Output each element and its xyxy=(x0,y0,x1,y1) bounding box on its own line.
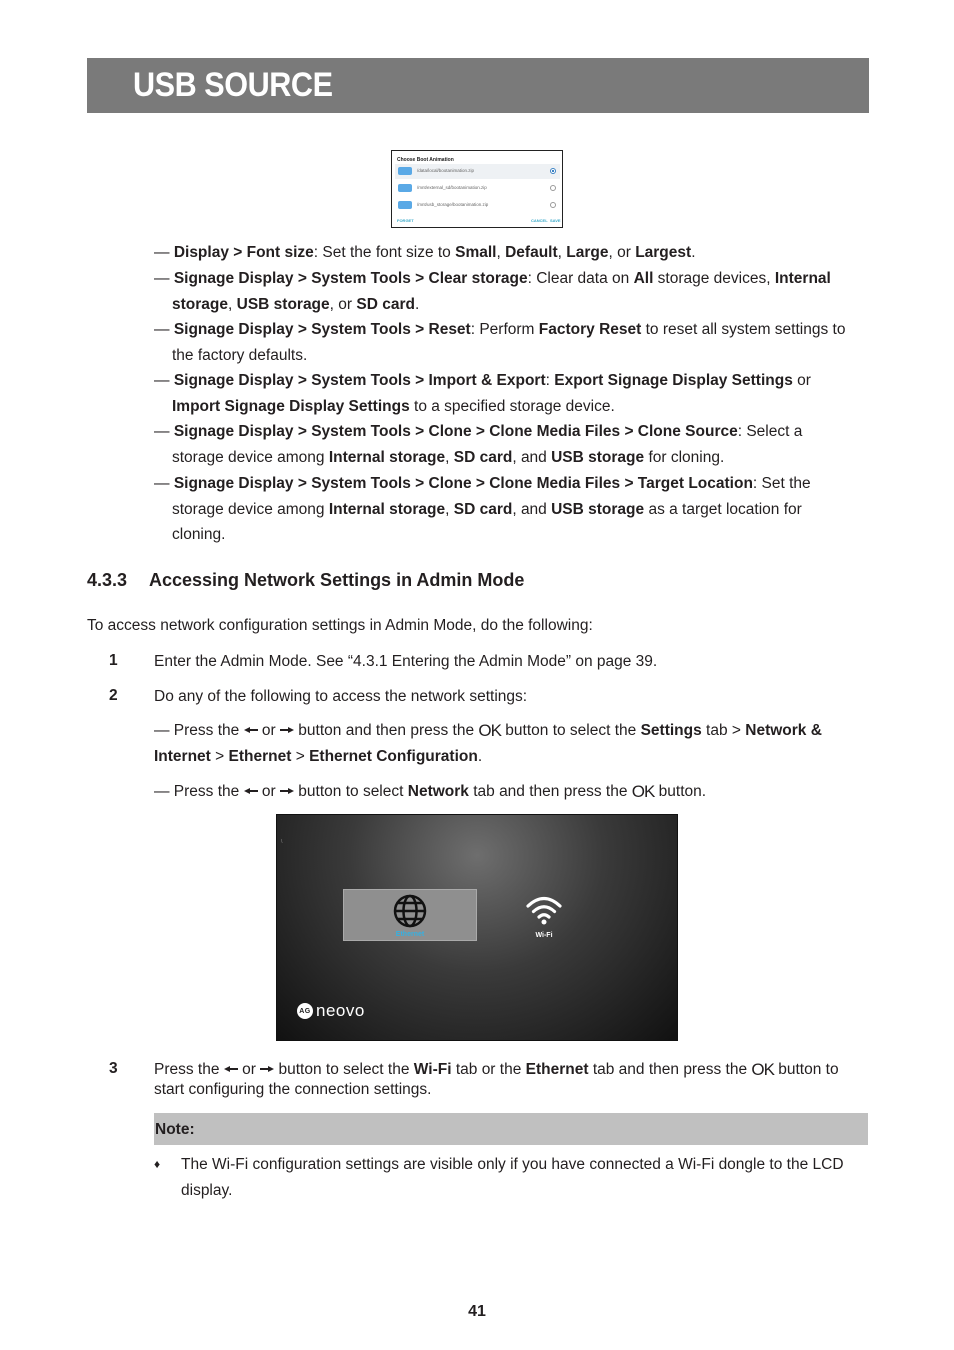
dialog-row-path: /mnt/usb_storage/bootanimation.zip xyxy=(417,202,489,207)
left-arrow-icon xyxy=(224,1065,238,1073)
header-bar xyxy=(87,58,869,113)
bullet-clone-source: — Signage Display > System Tools > Clone > Clone Media Files > Clone Source: Select a storage device among Internal storage, SD card, and USB storage for cloning. xyxy=(154,423,803,466)
section-number: 4.3.3 xyxy=(87,570,128,590)
right-arrow-icon xyxy=(280,787,294,795)
section-heading xyxy=(87,570,524,591)
wifi-icon xyxy=(525,893,563,927)
bullet-clear-storage: — Signage Display > System Tools > Clear storage: Clear data on All storage devices, Internal storage, USB storage, or SD card. xyxy=(154,270,831,313)
dialog-row[interactable] xyxy=(395,181,560,196)
neovo-logo xyxy=(297,1001,365,1021)
dialog-title: Choose Boot Animation xyxy=(397,157,454,163)
radio-icon[interactable] xyxy=(550,185,556,191)
globe-icon xyxy=(393,894,427,928)
corner-mark: \ xyxy=(281,839,283,845)
left-arrow-icon xyxy=(244,787,258,795)
page-number: 41 xyxy=(468,1303,486,1320)
tab-label: Ethernet xyxy=(395,931,425,938)
note-item: ♦ The Wi-Fi configuration settings are visible only if you have connected a Wi-Fi dongle to the LCD display. xyxy=(154,1152,870,1203)
note-bar xyxy=(154,1113,868,1145)
ok-button-icon: OK xyxy=(631,782,655,801)
bullet-reset: — Signage Display > System Tools > Reset: Perform Factory Reset to reset all system settings to the factory defaults. xyxy=(154,321,846,364)
forget-button[interactable]: FORGET xyxy=(397,218,414,223)
right-arrow-icon xyxy=(280,726,294,734)
dialog-row[interactable] xyxy=(395,164,560,179)
tab-ethernet[interactable] xyxy=(343,889,477,941)
logo-badge: AG xyxy=(297,1003,313,1019)
tab-label: Wi-Fi xyxy=(535,932,553,939)
usb-icon xyxy=(398,201,412,209)
dialog-row-path: /mnt/external_sd/bootanimation.zip xyxy=(417,185,487,190)
right-arrow-icon xyxy=(260,1065,274,1073)
diamond-bullet-icon: ♦ xyxy=(154,1157,161,1171)
ok-button-icon: OK xyxy=(478,721,501,740)
sub-step-settings: — Press the or button and then press the OK button to select the Settings tab > Network & Internet > Ethernet > Ethernet Configuration. xyxy=(154,721,822,765)
dialog-row-path: /data/local/bootanimation.zip xyxy=(417,168,475,173)
bullet-import-export: — Signage Display > System Tools > Import & Export: Export Signage Display Settings or Import Signage Display Settings to a specified storage device. xyxy=(154,372,811,415)
sd-card-icon xyxy=(398,184,412,192)
bullet-target-location: — Signage Display > System Tools > Clone > Clone Media Files > Target Location: Set the storage device among Internal storage, SD card, and USB storage as a target location for cloning. xyxy=(154,475,811,544)
note-label: Note: xyxy=(155,1121,195,1138)
network-settings-screen xyxy=(276,814,678,1041)
tab-wifi[interactable] xyxy=(477,889,611,941)
radio-icon[interactable] xyxy=(550,202,556,208)
sub-step-network-tab: — Press the or button to select Network tab and then press the OK button. xyxy=(154,782,707,801)
page-title: USB SOURCE xyxy=(133,66,333,104)
left-arrow-icon xyxy=(244,726,258,734)
section-title: Accessing Network Settings in Admin Mode xyxy=(149,570,525,590)
bullet-font-size: — Display > Font size: Set the font size to Small, Default, Large, or Largest. xyxy=(154,244,696,261)
save-button[interactable]: SAVE xyxy=(550,218,561,223)
dialog-row[interactable] xyxy=(395,198,560,213)
storage-icon xyxy=(398,167,412,175)
intro-text: To access network configuration settings in Admin Mode, do the following: xyxy=(87,617,593,634)
logo-text: neovo xyxy=(316,1001,365,1020)
boot-animation-dialog xyxy=(391,150,563,228)
radio-selected-icon[interactable] xyxy=(550,168,556,174)
cancel-button[interactable]: CANCEL xyxy=(531,218,548,223)
ok-button-icon: OK xyxy=(751,1060,774,1079)
